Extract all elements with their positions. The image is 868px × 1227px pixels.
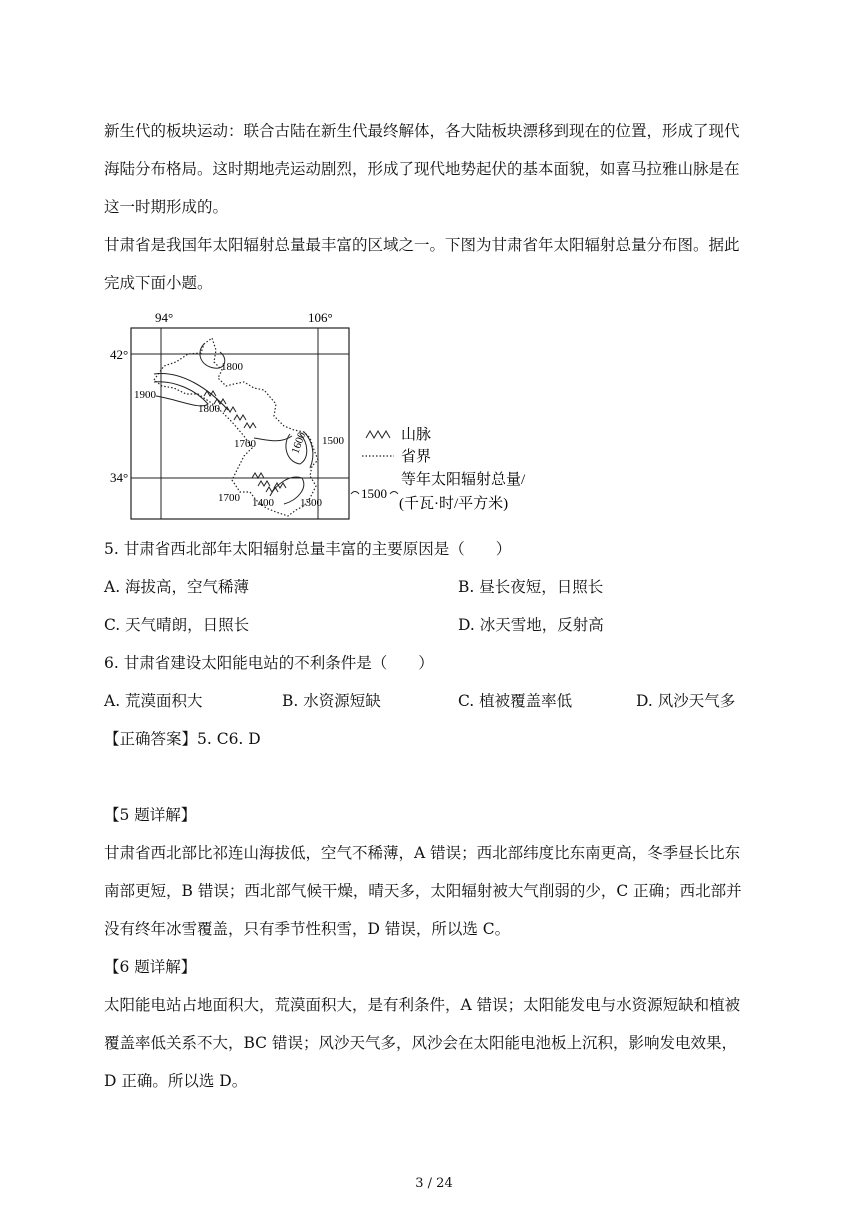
q5-option-c: C. 天气晴朗，日照长 bbox=[104, 616, 250, 634]
stem-line-1: 甘肃省是我国年太阳辐射总量最丰富的区域之一。下图为甘肃省年太阳辐射总量分布图。据此 bbox=[104, 236, 740, 254]
iso-label-1800-north: 1800 bbox=[221, 361, 243, 373]
intro-line-3: 这一时期形成的。 bbox=[104, 198, 229, 216]
q6-stem: 6. 甘肃省建设太阳能电站的不利条件是（ ） bbox=[104, 654, 434, 672]
exp6-line-2: 覆盖率低关系不大，BC 错误；风沙天气多，风沙会在太阳能电池板上沉积，影响发电效果， bbox=[104, 1034, 737, 1052]
iso-label-1300: 1300 bbox=[300, 497, 322, 509]
legend-iso-value: 1500 bbox=[361, 486, 387, 501]
exp6-title: 【6 题详解】 bbox=[104, 958, 197, 976]
isoline-1400 bbox=[270, 477, 304, 504]
iso-label-1900: 1900 bbox=[134, 389, 156, 401]
lat-label-34: 34° bbox=[110, 470, 129, 485]
iso-label-1400: 1400 bbox=[252, 497, 274, 509]
exp6-line-3: D 正确。所以选 D。 bbox=[104, 1072, 248, 1090]
exp5-line-1: 甘肃省西北部比祁连山海拔低，空气不稀薄，A 错误；西北部纬度比东南更高，冬季昼长比东 bbox=[104, 844, 741, 862]
iso-label-1700-south: 1700 bbox=[218, 492, 240, 504]
q5-option-a: A. 海拔高，空气稀薄 bbox=[104, 578, 250, 596]
legend-mountain-label: 山脉 bbox=[401, 427, 432, 443]
iso-label-1600: 1600 bbox=[289, 430, 309, 456]
intro-line-1: 新生代的板块运动：联合古陆在新生代最终解体，各大陆板块漂移到现在的位置，形成了现代 bbox=[104, 122, 740, 140]
exp6-line-1: 太阳能电站占地面积大，荒漠面积大，是有利条件，A 错误；太阳能发电与水资源短缺和植被 bbox=[104, 996, 741, 1014]
q5-option-d: D. 冰天雪地，反射高 bbox=[458, 616, 604, 634]
solar-radiation-map bbox=[104, 308, 554, 526]
iso-label-1500: 1500 bbox=[322, 435, 344, 447]
q5-stem: 5. 甘肃省西北部年太阳辐射总量丰富的主要原因是（ ） bbox=[104, 540, 512, 558]
iso-label-1800-west: 1800 bbox=[198, 403, 220, 415]
mountain-legend-icon bbox=[366, 431, 390, 438]
stem-line-2: 完成下面小题。 bbox=[104, 274, 213, 292]
isoline-legend-right bbox=[390, 492, 398, 495]
lon-label-106: 106° bbox=[308, 310, 333, 325]
legend-border-label: 省界 bbox=[401, 449, 432, 465]
map-legend bbox=[351, 426, 526, 512]
legend-iso-label-1: 等年太阳辐射总量/ bbox=[401, 472, 526, 488]
legend-iso-label-2: (千瓦·时/平方米) bbox=[399, 496, 509, 512]
intro-line-2: 海陆分布格局。这时期地壳运动剧烈，形成了现代地势起伏的基本面貌，如喜马拉雅山脉是在 bbox=[104, 160, 740, 178]
lon-label-94: 94° bbox=[155, 310, 174, 325]
q6-option-a: A. 荒漠面积大 bbox=[104, 692, 203, 710]
q6-option-b: B. 水资源短缺 bbox=[282, 692, 381, 710]
page-number: 3 / 24 bbox=[415, 1176, 453, 1191]
lat-label-42: 42° bbox=[110, 347, 129, 362]
q6-option-c: C. 植被覆盖率低 bbox=[458, 692, 573, 710]
iso-label-1700-mid: 1700 bbox=[234, 438, 256, 450]
exp5-title: 【5 题详解】 bbox=[104, 806, 197, 824]
exp5-line-3: 没有终年冰雪覆盖，只有季节性积雪，D 错误，所以选 C。 bbox=[104, 920, 511, 938]
q5-option-b: B. 昼长夜短，日照长 bbox=[458, 578, 604, 596]
q6-option-d: D. 风沙天气多 bbox=[636, 692, 736, 710]
exp5-line-2: 南部更短，B 错误；西北部气候干燥，晴天多，太阳辐射被大气削弱的少，C 正确；西北部并 bbox=[104, 882, 742, 900]
correct-answer: 【正确答案】5. C6. D bbox=[104, 730, 261, 748]
isoline-legend-left bbox=[351, 492, 359, 495]
